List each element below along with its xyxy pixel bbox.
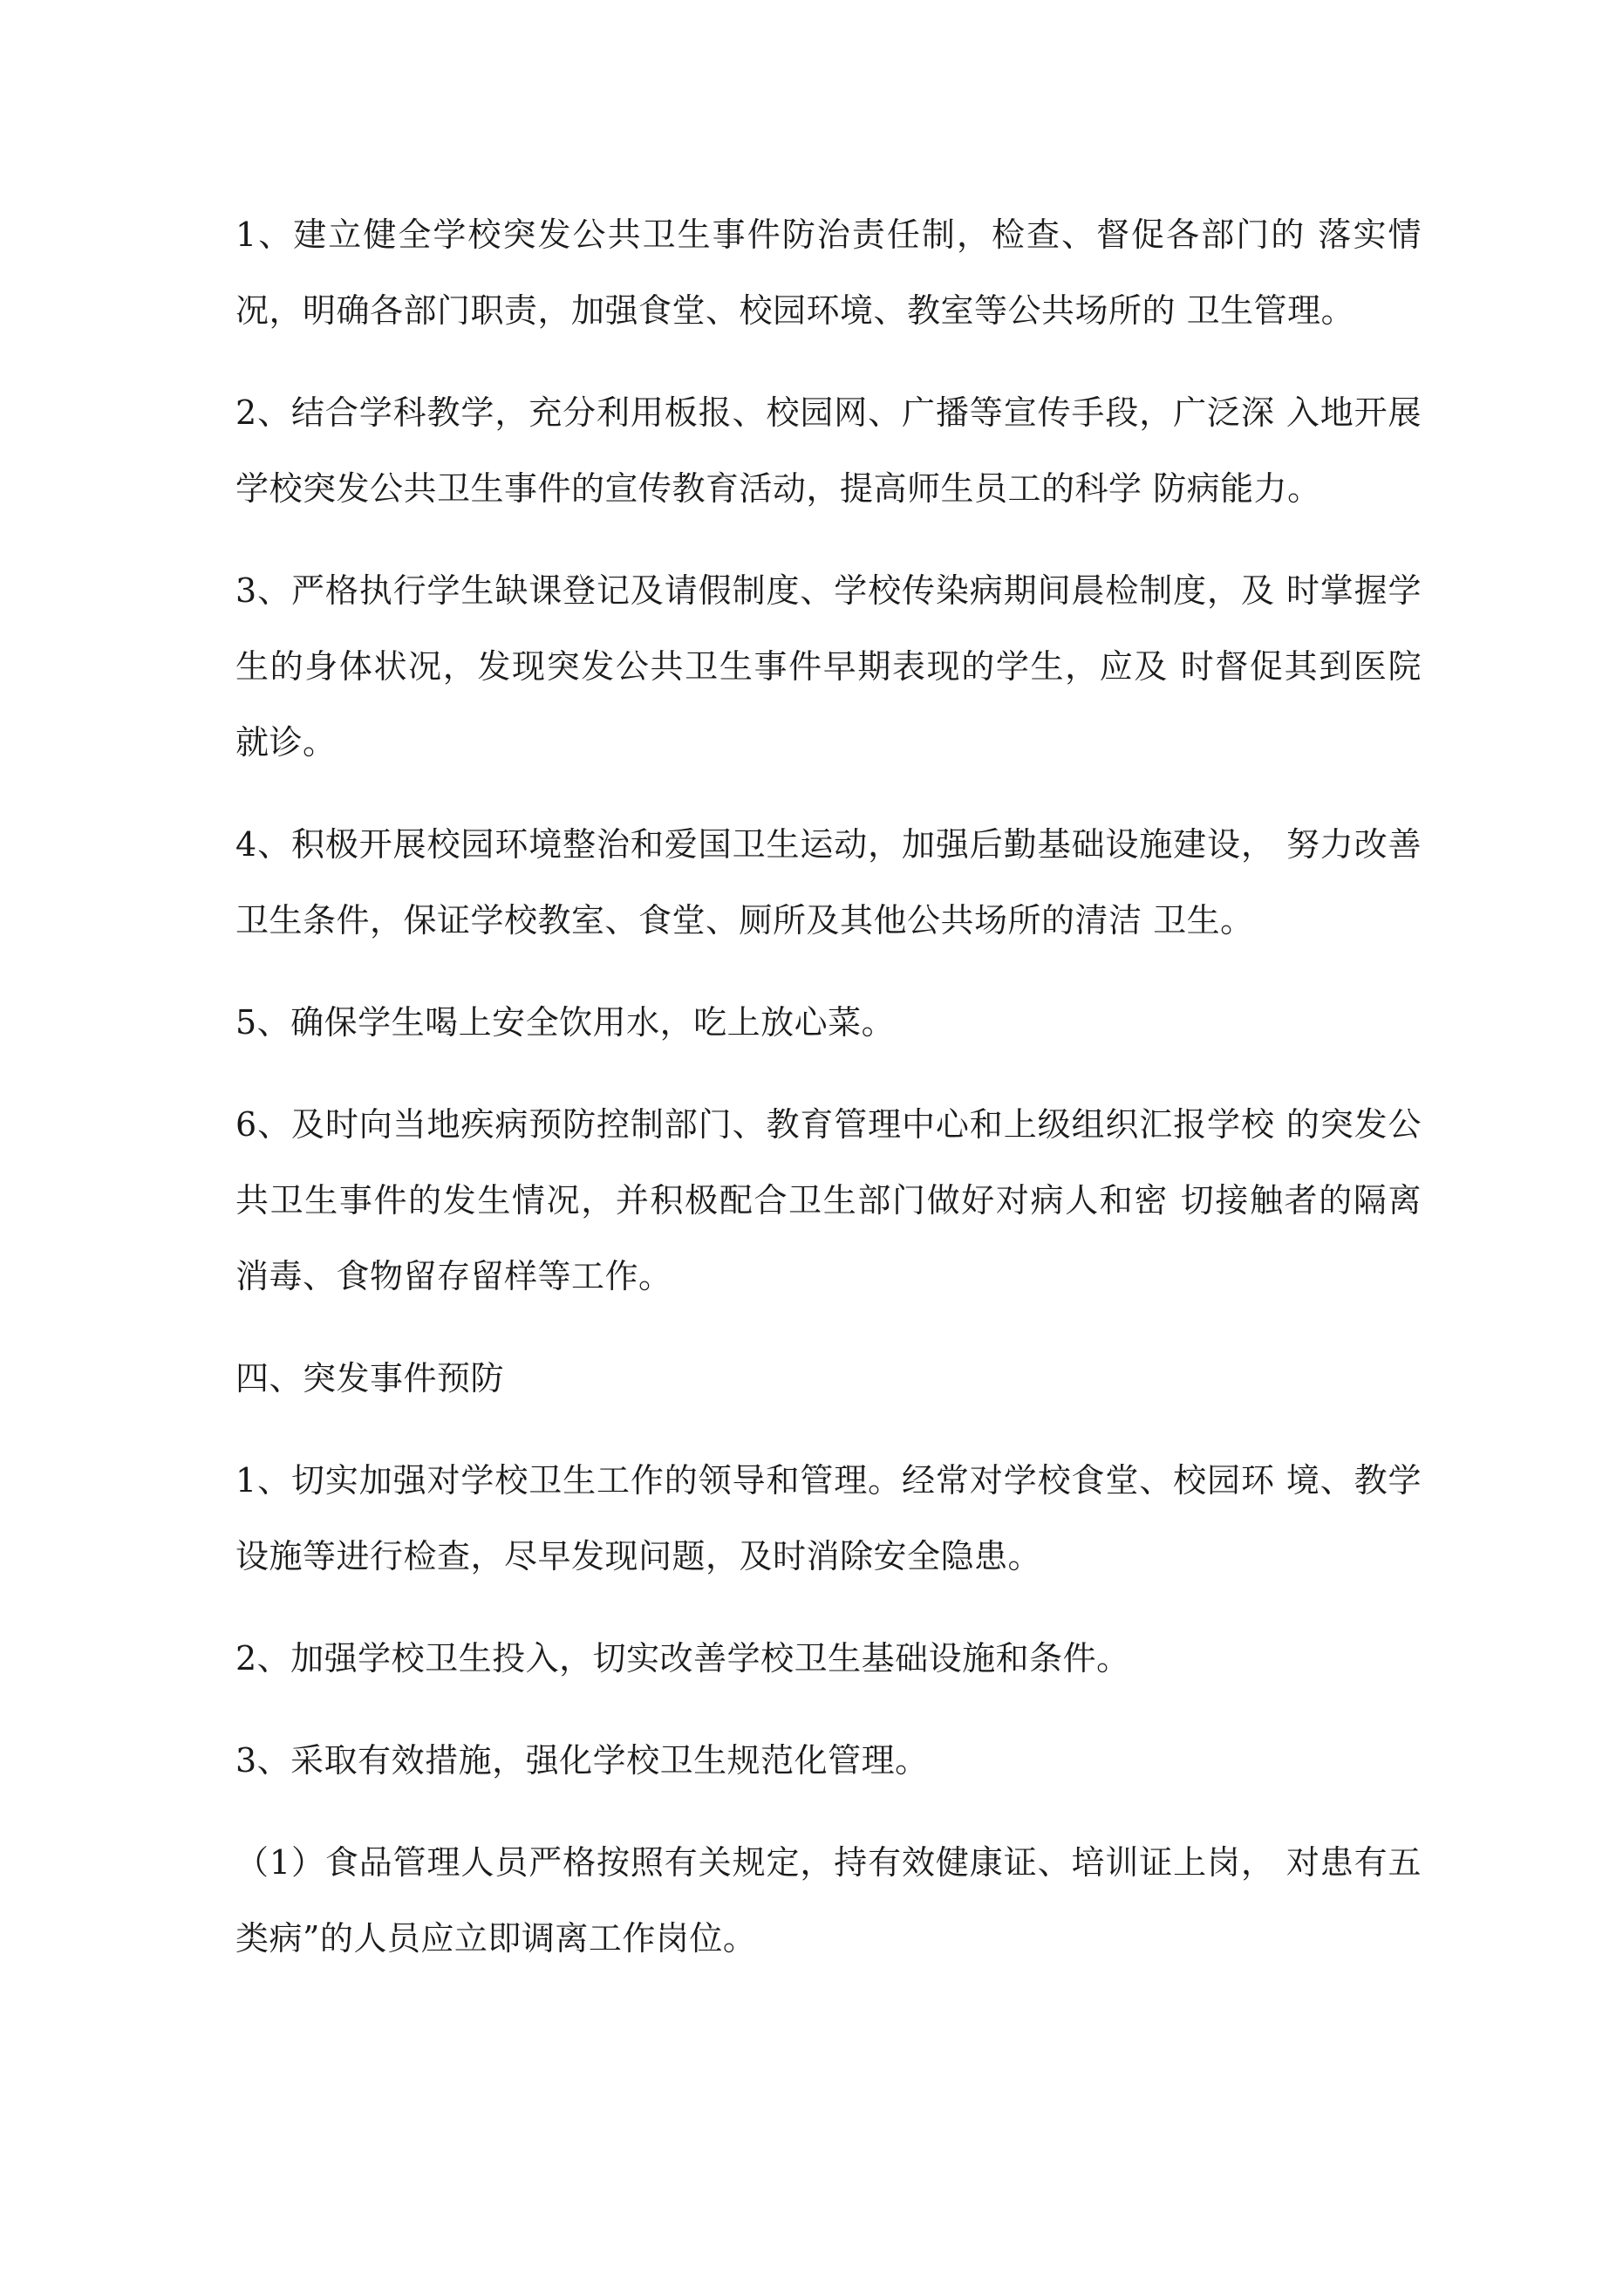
section-heading-prevention: 四、突发事件预防: [235, 1359, 505, 1397]
document-body: [235, 197, 1422, 2003]
paragraph-standardization: 3、采取有效措施，强化学校卫生规范化管理。: [235, 1741, 929, 1780]
paragraph-safe-water: 5、确保学生喝上安全饮用水，吃上放心菜。: [235, 1003, 896, 1042]
paragraph-food-staff: （1）食品管理人员严格按照有关规定，持有效健康证、培训证上岗， 对患有五类病”的人员应立即调离工作岗位。: [235, 1843, 1422, 1958]
paragraph-reporting: 6、及时向当地疾病预防控制部门、教育管理中心和上级组织汇报学校 的突发公共卫生事件的发生情况，并积极配合卫生部门做好对病人和密 切接触者的隔离消毒、食物留存留样等工作。: [235, 1105, 1422, 1295]
paragraph-investment: 2、加强学校卫生投入，切实改善学校卫生基础设施和条件。: [235, 1639, 1130, 1678]
paragraph-leadership-management: 1、切实加强对学校卫生工作的领导和管理。经常对学校食堂、校园环 境、教学设施等进行检查，尽早发现问题，及时消除安全隐患。: [235, 1461, 1422, 1575]
paragraph-campus-environment: 4、积极开展校园环境整治和爱国卫生运动，加强后勤基础设施建设， 努力改善卫生条件，保证学校教室、食堂、厕所及其他公共场所的清洁 卫生。: [235, 825, 1422, 940]
paragraph-health-education: 2、结合学科教学，充分利用板报、校园网、广播等宣传手段，广泛深 入地开展学校突发公共卫生事件的宣传教育活动，提高师生员工的科学 防病能力。: [235, 393, 1422, 508]
paragraph-attendance-checks: 3、严格执行学生缺课登记及请假制度、学校传染病期间晨检制度，及 时掌握学生的身体状况，发现突发公共卫生事件早期表现的学生，应及 时督促其到医院就诊。: [235, 571, 1422, 762]
paragraph-responsibility-system: 1、建立健全学校突发公共卫生事件防治责任制，检查、督促各部门的 落实情况，明确各部门职责，加强食堂、校园环境、教室等公共场所的 卫生管理。: [235, 215, 1422, 330]
